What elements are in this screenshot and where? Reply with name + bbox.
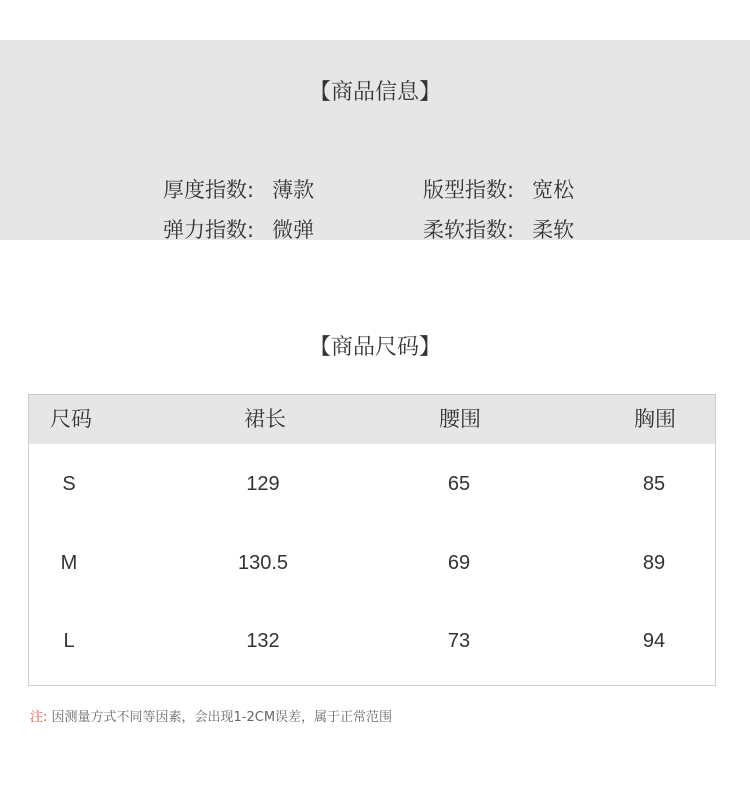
info-label: 柔软指数: bbox=[423, 218, 515, 242]
cell-length: 129 bbox=[246, 473, 280, 495]
info-item-fit bbox=[423, 177, 574, 203]
info-label: 弹力指数: bbox=[163, 218, 255, 242]
cell-size: S bbox=[62, 473, 76, 495]
cell-size: M bbox=[60, 552, 78, 574]
cell-chest: 89 bbox=[642, 552, 666, 574]
info-value: 薄款 bbox=[272, 178, 315, 202]
info-value: 宽松 bbox=[532, 178, 575, 202]
cell-size: L bbox=[63, 630, 75, 652]
info-label: 厚度指数: bbox=[163, 178, 255, 202]
note-prefix: 注: bbox=[30, 710, 48, 725]
cell-length: 130.5 bbox=[237, 552, 289, 574]
header-length: 裙长 bbox=[244, 407, 286, 431]
cell-chest: 94 bbox=[642, 630, 666, 652]
cell-waist: 65 bbox=[447, 473, 471, 495]
product-info-panel bbox=[0, 40, 750, 240]
header-size: 尺码 bbox=[50, 407, 92, 431]
size-table bbox=[28, 394, 716, 686]
size-chart-title: 【商品尺码】 bbox=[308, 335, 441, 360]
header-chest: 胸围 bbox=[634, 407, 676, 431]
info-value: 微弹 bbox=[272, 218, 315, 242]
header-waist: 腰围 bbox=[439, 407, 481, 431]
cell-waist: 69 bbox=[447, 552, 471, 574]
table-header bbox=[29, 395, 715, 444]
cell-chest: 85 bbox=[642, 473, 666, 495]
cell-length: 132 bbox=[246, 630, 280, 652]
info-value: 柔软 bbox=[532, 218, 575, 242]
cell-waist: 73 bbox=[447, 630, 471, 652]
note-text: 因测量方式不同等因素，会出现1-2CM误差，属于正常范围 bbox=[51, 710, 393, 725]
info-item-elasticity bbox=[163, 217, 314, 243]
info-label: 版型指数: bbox=[423, 178, 515, 202]
info-item-thickness bbox=[163, 177, 314, 203]
product-info-title: 【商品信息】 bbox=[308, 80, 441, 105]
info-item-softness bbox=[423, 217, 574, 243]
measurement-note bbox=[30, 709, 392, 727]
